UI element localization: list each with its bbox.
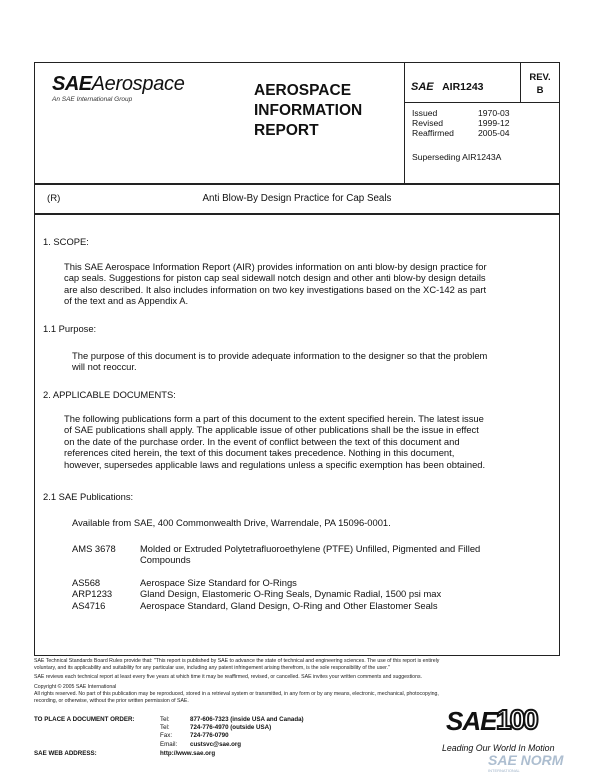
footer-legal bbox=[34, 658, 564, 705]
report-type-line3: REPORT bbox=[254, 122, 319, 139]
watermark-sub: INTERNATIONAL bbox=[488, 768, 520, 773]
section-2-heading: 2. APPLICABLE DOCUMENTS: bbox=[43, 389, 176, 400]
reference-code: ARP1233 bbox=[72, 588, 113, 600]
contact-label: Tel: bbox=[160, 716, 170, 723]
logo-aerospace: Aerospace bbox=[91, 73, 185, 95]
header-divider-1 bbox=[404, 62, 405, 184]
contact-value[interactable]: 877-606-7323 (inside USA and Canada) bbox=[190, 716, 304, 723]
footer-rules-line: voluntary, and its applicability and suitability for any particular use, including any patent infringement arising therefrom, is the sole responsibility of the user." bbox=[34, 665, 390, 672]
reference-description bbox=[140, 543, 480, 566]
date-value: 1999-12 bbox=[478, 118, 510, 129]
logo-sae: SAE bbox=[52, 73, 92, 95]
reference-item bbox=[72, 588, 552, 599]
watermark: SAE NORM bbox=[488, 752, 564, 768]
reference-item bbox=[72, 543, 552, 566]
doc-logo: SAE bbox=[411, 81, 434, 93]
contact-label: Email: bbox=[160, 740, 178, 748]
section-2-paragraph bbox=[64, 413, 554, 470]
date-label: Issued bbox=[412, 108, 438, 118]
report-type-line2: INFORMATION bbox=[254, 102, 363, 119]
date-reaffirmed bbox=[412, 128, 552, 138]
footer-review: SAE reviews each technical report at least every five years at which time it may be reaffirmed, revised, or cancelled. SAE invites your written comments and suggestions. bbox=[34, 674, 422, 681]
section-1-1-heading: 1.1 Purpose: bbox=[43, 323, 97, 334]
logo-tagline: An SAE International Group bbox=[52, 96, 133, 103]
date-value: 1970-03 bbox=[478, 108, 510, 118]
contact-item bbox=[160, 741, 304, 749]
section-1-paragraph bbox=[64, 261, 554, 307]
reference-desc-line: Compounds bbox=[140, 554, 191, 566]
revision-marker: (R) bbox=[47, 193, 61, 204]
centennial-sae-text: SAE bbox=[446, 706, 497, 736]
supersedes: Superseding AIR1243A bbox=[412, 152, 502, 162]
reference-description: Aerospace Standard, Gland Design, O-Ring and Other Elastomer Seals bbox=[140, 599, 438, 611]
contact-label: Fax: bbox=[160, 732, 173, 740]
header-divider-3 bbox=[404, 102, 560, 103]
contact-item bbox=[160, 716, 304, 724]
reference-list bbox=[72, 543, 552, 611]
contact-value[interactable]: custsvc@sae.org bbox=[190, 740, 242, 748]
text-line: cap seals. Suggestions for piston cap seal sidewall notch design and other anti blow-by design details bbox=[64, 272, 486, 284]
footer-rights-line: All rights reserved. No part of this publication may be reproduced, stored in a retrieval system or transmitted, in any form or by any means, electronic, mechanical, photocopying, bbox=[34, 690, 439, 697]
report-type-line1: AEROSPACE bbox=[254, 82, 352, 99]
date-label: Reaffirmed bbox=[412, 128, 454, 139]
reference-item bbox=[72, 577, 552, 588]
date-value: 2005-04 bbox=[478, 128, 510, 139]
report-type bbox=[254, 81, 362, 141]
reference-code: AS4716 bbox=[72, 599, 106, 611]
text-line: of SAE publications shall apply. The applicable issue of other publications shall be the issue in effect bbox=[64, 424, 479, 436]
text-line: references cited herein, the text of this document takes precedence. Nothing in this document, bbox=[64, 447, 455, 459]
rev-label: REV. bbox=[529, 72, 551, 83]
text-line: The following publications form a part of this document to the extent specified herein. The latest issue bbox=[64, 413, 484, 424]
text-line: will not reoccur. bbox=[72, 361, 137, 373]
reference-code: AMS 3678 bbox=[72, 543, 116, 554]
date-revised bbox=[412, 118, 552, 128]
rev-value: B bbox=[536, 85, 544, 96]
text-line: are also described. It also includes information on two key investigations based on the XC-142 as part bbox=[64, 283, 487, 295]
reference-item bbox=[72, 600, 552, 611]
reference-code: AS568 bbox=[72, 576, 101, 588]
contact-value[interactable]: 724-776-4970 (outside USA) bbox=[190, 724, 272, 732]
footer-rights-line: recording, or otherwise, without the prior written permission of SAE. bbox=[34, 698, 189, 705]
dates-block bbox=[412, 108, 552, 139]
contact-label: Tel: bbox=[160, 724, 170, 732]
section-1-heading: 1. SCOPE: bbox=[43, 236, 89, 247]
text-line: This SAE Aerospace Information Report (AIR) provides information on anti blow-by design practice for bbox=[64, 261, 487, 272]
date-label: Revised bbox=[412, 118, 444, 129]
doc-number-block bbox=[411, 77, 484, 95]
text-line: The purpose of this document is to provide adequate information to the designer so that the problem bbox=[72, 350, 488, 361]
contact-item bbox=[160, 724, 304, 732]
text-line: however, supersedes applicable laws and regulations unless a specific exemption has been obtained. bbox=[64, 458, 486, 470]
contact-item bbox=[160, 732, 304, 740]
doc-number: AIR1243 bbox=[442, 81, 484, 93]
reference-description: Gland Design, Elastomeric O-Ring Seals, Dynamic Radial, 1500 psi max bbox=[140, 588, 442, 600]
web-label: SAE WEB ADDRESS: bbox=[34, 750, 97, 757]
sae-availability: Available from SAE, 400 Commonwealth Drive, Warrendale, PA 15096-0001. bbox=[72, 517, 391, 528]
sae-centennial-logo bbox=[438, 704, 568, 744]
contact-value[interactable]: 724-776-0790 bbox=[190, 732, 229, 740]
centennial-100-text: 100 bbox=[496, 704, 537, 735]
reference-description: Aerospace Size Standard for O-Rings bbox=[140, 576, 297, 588]
slogan: Leading Our World In Motion bbox=[442, 743, 555, 753]
reference-desc-line: Molded or Extruded Polytetrafluoroethylene (PTFE) Unfilled, Pigmented and Filled bbox=[140, 543, 481, 554]
contact-list bbox=[160, 716, 304, 749]
section-2-1-heading: 2.1 SAE Publications: bbox=[43, 491, 134, 502]
document-title: Anti Blow-By Design Practice for Cap Seals bbox=[202, 193, 392, 204]
text-line: on the date of the purchase order. In the event of conflict between the text of this document and bbox=[64, 435, 460, 447]
sae-aerospace-logo bbox=[52, 73, 185, 96]
footer-rules-line: SAE Technical Standards Board Rules provide that: "This report is published by SAE to advance the state of technical and engineering sciences. The use of this report is entirely bbox=[34, 658, 440, 664]
order-label: TO PLACE A DOCUMENT ORDER: bbox=[34, 716, 135, 723]
date-issued bbox=[412, 108, 552, 118]
web-address[interactable]: http://www.sae.org bbox=[160, 750, 216, 757]
footer-copyright: Copyright © 2005 SAE International bbox=[34, 683, 117, 690]
section-1-1-paragraph bbox=[72, 350, 552, 373]
text-line: of the text and as Appendix A. bbox=[64, 295, 189, 307]
